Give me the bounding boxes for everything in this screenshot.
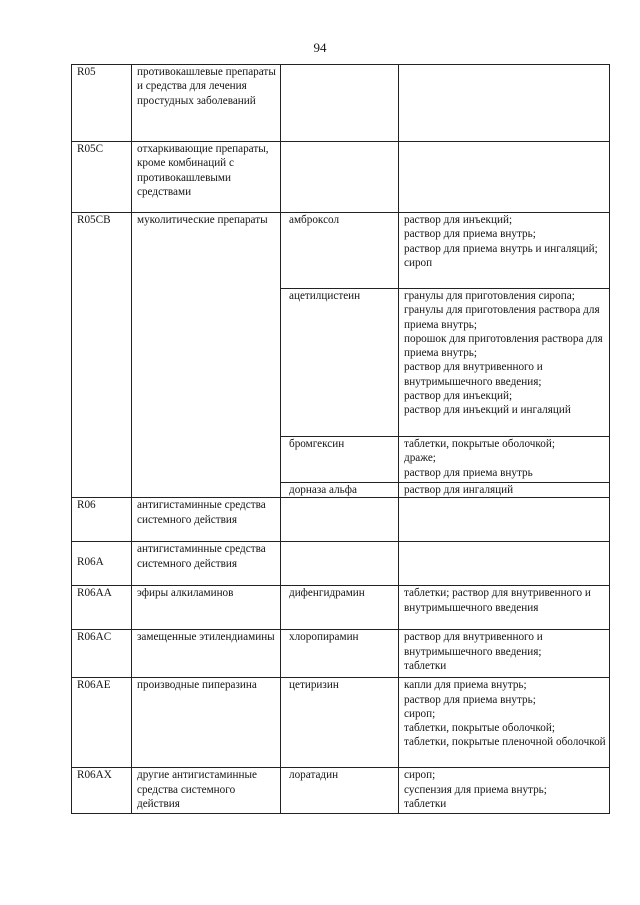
drug-name-cell xyxy=(281,142,399,213)
drug-name: лоратадин xyxy=(281,768,399,814)
table-row-r06ac xyxy=(72,630,610,678)
dosage-forms-cell xyxy=(399,65,610,142)
atc-code: R06AA xyxy=(72,586,132,630)
dosage-forms-cell xyxy=(399,142,610,213)
drug-name-cell xyxy=(281,65,399,142)
table-row-r05cb xyxy=(72,213,610,289)
drug-name: цетиризин xyxy=(281,678,399,768)
dosage-forms: капли для приема внутрь; раствор для приема внутрь; сироп; таблетки, покрытые оболочкой; таблетки, покрытые пленочной оболочкой xyxy=(399,678,610,768)
atc-description: эфиры алкиламинов xyxy=(132,586,281,630)
atc-code: R06A xyxy=(72,542,132,586)
drug-name: бромгексин xyxy=(281,437,399,483)
drug-name-cell xyxy=(281,542,399,586)
atc-description: производные пиперазина xyxy=(132,678,281,768)
atc-description: замещенные этилендиамины xyxy=(132,630,281,678)
atc-description: муколитические препараты xyxy=(132,213,281,498)
drug-name: амброксол xyxy=(281,213,399,289)
table-row-r06a xyxy=(72,542,610,586)
table-row-r05c xyxy=(72,142,610,213)
dosage-forms: раствор для ингаляций xyxy=(399,483,610,498)
dosage-forms: гранулы для приготовления сиропа; гранулы для приготовления раствора для приема внутрь; порошок для приготовления раствора для приема внутрь; раствор для внутривенного и внутримышечного введения; раствор для инъекций; раствор для инъекций и ингаляций xyxy=(399,289,610,437)
atc-code: R06AX xyxy=(72,768,132,814)
atc-description: другие антигистаминные средства системного действия xyxy=(132,768,281,814)
table-row-r05 xyxy=(72,65,610,142)
atc-description: антигистаминные средства системного действия xyxy=(132,542,281,586)
table-row-r06aa xyxy=(72,586,610,630)
atc-code: R05 xyxy=(72,65,132,142)
table-row-r06ax xyxy=(72,768,610,814)
dosage-forms-cell xyxy=(399,542,610,586)
atc-description: отхаркивающие препараты, кроме комбинаций с противокашлевыми средствами xyxy=(132,142,281,213)
atc-code: R05C xyxy=(72,142,132,213)
atc-drug-table xyxy=(71,64,610,814)
atc-code: R06AC xyxy=(72,630,132,678)
page-number: 94 xyxy=(313,40,327,55)
atc-code: R06AE xyxy=(72,678,132,768)
table-row-r06 xyxy=(72,498,610,542)
atc-code: R05CB xyxy=(72,213,132,498)
dosage-forms: таблетки, покрытые оболочкой; драже; раствор для приема внутрь xyxy=(399,437,610,483)
drug-name: хлоропирамин xyxy=(281,630,399,678)
drug-name: дорназа альфа xyxy=(281,483,399,498)
drug-name: дифенгидрамин xyxy=(281,586,399,630)
drug-name-cell xyxy=(281,498,399,542)
dosage-forms: раствор для внутривенного и внутримышечного введения; таблетки xyxy=(399,630,610,678)
atc-description: противокашлевые препараты и средства для лечения простудных заболеваний xyxy=(132,65,281,142)
dosage-forms: сироп; суспензия для приема внутрь; таблетки xyxy=(399,768,610,814)
drug-name: ацетилцистеин xyxy=(281,289,399,437)
atc-description: антигистаминные средства системного действия xyxy=(132,498,281,542)
dosage-forms: раствор для инъекций; раствор для приема внутрь; раствор для приема внутрь и ингаляций; сироп xyxy=(399,213,610,289)
atc-code: R06 xyxy=(72,498,132,542)
dosage-forms-cell xyxy=(399,498,610,542)
dosage-forms: таблетки; раствор для внутривенного и внутримышечного введения xyxy=(399,586,610,630)
table-row-r06ae xyxy=(72,678,610,768)
